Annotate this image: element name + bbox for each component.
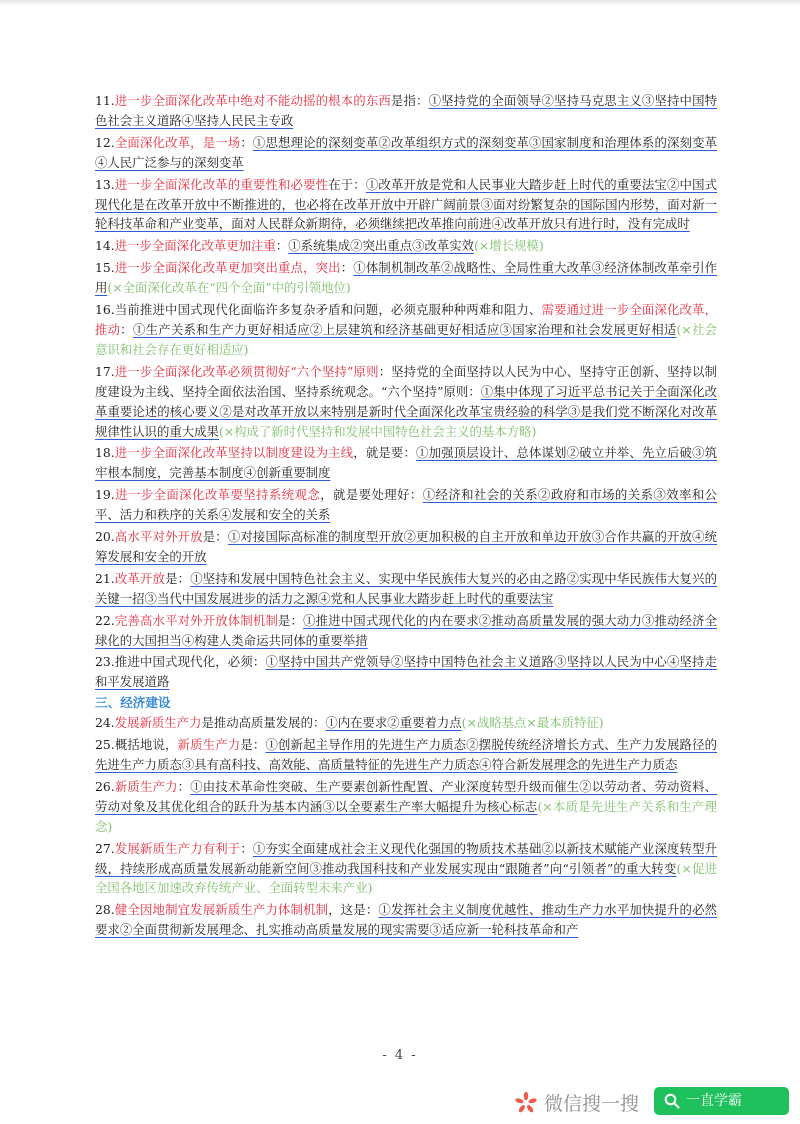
key-phrase: 进一步全面深化改革更加突出重点，突出 xyxy=(114,260,341,276)
question-item-19 xyxy=(95,485,717,525)
question-list-political xyxy=(95,91,717,692)
question-item-17 xyxy=(95,362,717,442)
key-phrase: 进一步全面深化改革要坚持系统观念 xyxy=(114,487,321,503)
question-item-13 xyxy=(95,175,717,235)
stem-text: ： xyxy=(240,840,253,856)
stem-text: 11. xyxy=(95,93,115,108)
stem-text: 28. xyxy=(95,902,115,918)
question-item-14 xyxy=(95,236,717,256)
stem-text: 是： xyxy=(202,529,228,545)
answer-text: ①集中体现了习近平总书记关于全面深化改革重要论述的核心要义②是对改革开放以来特别是新时代全面深化改革宝贵经验的科学③是我们党不断深化对改革规律性认识的重大成果 xyxy=(95,383,718,439)
stem-text: 19. xyxy=(95,487,115,503)
watermark-button-label: 一直学霸 xyxy=(686,1093,742,1109)
key-phrase: 改革开放 xyxy=(114,570,166,586)
stem-text: 13. xyxy=(95,176,115,192)
question-item-15 xyxy=(95,258,717,298)
answer-text: ①由技术革命性突破、生产要素创新性配置、产业深度转型升级而催生②以劳动者、劳动资料、劳动对象及其优化组合的跃升为基本内涵③以全要素生产率大幅提升为核心标志 xyxy=(95,778,718,814)
stem-text: ，就是要： xyxy=(353,445,417,461)
answer-text: ①坚持中国共产党领导②坚持中国特色社会主义道路③坚持以人民为中心④坚持走和平发展道路 xyxy=(95,654,717,690)
distractor-note: (×本质是先进生产关系和生产理念) xyxy=(95,798,718,834)
key-phrase: 进一步全面深化改革更加注重 xyxy=(114,238,276,254)
answer-text: ①发挥社会主义制度优越性、推动生产力水平加快提升的必然要求②全面贯彻新发展理念、扎实推动高质量发展的现实需要③适应新一轮科技革命和产 xyxy=(95,902,718,938)
key-phrase: 发展新质生产力有利于 xyxy=(114,840,241,856)
answer-text: ①创新起主导作用的先进生产力质态②摆脱传统经济增长方式、生产力发展路径的先进生产力质态③具有高科技、高效能、高质量特征的先进生产力质态④符合新发展理念的先进生产力质态 xyxy=(95,737,718,772)
answer-text: ①体制机制改革②战略性、全局性重大改革③经济体制改革牵引作用 xyxy=(95,260,718,296)
answer-text: ①系统集成②突出重点③改革实效 xyxy=(288,238,475,254)
stem-text: 18. xyxy=(95,445,115,461)
key-phrase: 进一步全面深化改革必须贯彻好“六个坚持”原则 xyxy=(114,363,379,379)
question-item-24 xyxy=(95,713,717,733)
key-phrase: 健全因地制宜发展新质生产力体制机制 xyxy=(114,902,329,918)
stem-text: ： xyxy=(240,134,253,150)
stem-text: 15. xyxy=(95,260,115,276)
answer-text: ①加强顶层设计、总体谋划②破立并举、先立后破③筑牢根本制度，完善基本制度④创新重要制度 xyxy=(95,445,718,481)
stem-text: 22. xyxy=(95,612,115,628)
stem-text: 是： xyxy=(240,737,266,753)
answer-text: ①思想理论的深刻变革②改革组织方式的深刻变革③国家制度和治理体系的深刻变革④人民广泛参与的深刻变革 xyxy=(95,134,718,170)
stem-text: 是指： xyxy=(390,93,429,108)
key-phrase: 进一步全面深化改革中绝对不能动摇的根本的东西 xyxy=(114,93,391,108)
question-list-economic xyxy=(95,713,717,940)
question-item-20 xyxy=(95,527,717,567)
key-phrase: 新质生产力 xyxy=(114,778,178,794)
answer-text: ①改革开放是党和人民事业大踏步赶上时代的重要法宝②中国式现代化是在改革开放中不断推进的，也必将在改革开放中开辟广阔前景③面对纷繁复杂的国际国内形势，面对新一轮科技革命和产业变革，面对人民群众新期待，必须继续把改革推向前进④改革开放只有进行时，没有完成时 xyxy=(95,176,718,232)
distractor-note: (×促进全国各地区加速改弃传统产业、全面转型未来产业) xyxy=(95,860,718,896)
question-item-21 xyxy=(95,569,717,609)
page-number: - 4 - xyxy=(382,1048,418,1063)
stem-text: 25.概括地说， xyxy=(95,737,178,753)
answer-text: ①对接国际高标准的制度型开放②更加积极的自主开放和单边开放③合作共赢的开放④统筹发展和安全的开放 xyxy=(95,529,718,564)
answer-text: ①生产关系和生产力更好相适应②上层建筑和经济基础更好相适应③国家治理和社会发展更好相适 xyxy=(132,321,677,337)
question-item-22 xyxy=(95,611,717,651)
key-phrase: 进一步全面深化改革坚持以制度建设为主线 xyxy=(114,445,354,461)
watermark-search-button[interactable] xyxy=(654,1087,789,1115)
question-item-28 xyxy=(95,900,717,940)
document-body xyxy=(95,91,717,940)
stem-text: 17. xyxy=(95,363,115,379)
wechat-search-logo-icon xyxy=(514,1091,538,1115)
section-heading: 三、经济建设 xyxy=(95,695,171,711)
question-item-12 xyxy=(95,133,717,173)
question-item-11 xyxy=(95,91,717,131)
question-item-25 xyxy=(95,735,717,775)
answer-text: ①经济和社会的关系②政府和市场的关系③效率和公平、活力和秩序的关系④发展和安全的关系 xyxy=(95,487,718,523)
key-phrase: 完善高水平对外开放体制机制 xyxy=(114,612,278,628)
key-phrase: 发展新质生产力 xyxy=(114,715,202,731)
question-item-16 xyxy=(95,300,717,360)
search-icon xyxy=(664,1093,680,1109)
distractor-note: (×构成了新时代坚持和发展中国特色社会主义的基本方略) xyxy=(218,423,537,439)
answer-text: ①推进中国式现代化的内在要求②推动高质量发展的强大动力③推动经济全球化的大国担当④构建人类命运共同体的重要举措 xyxy=(95,612,718,648)
distractor-note: (×增长规模) xyxy=(474,238,544,254)
stem-text: 在于： xyxy=(328,176,366,192)
stem-text: 26. xyxy=(95,778,115,794)
answer-text: ①坚持和发展中国特色社会主义、实现中华民族伟大复兴的必由之路②实现中华民族伟大复兴的关键一招③当代中国发展进步的活力之源④党和人民事业大踏步赶上时代的重要法宝 xyxy=(95,570,718,606)
stem-text: ，就是要处理好： xyxy=(320,487,423,503)
question-item-23 xyxy=(95,652,717,692)
stem-text: 12. xyxy=(95,134,115,150)
stem-text: 27. xyxy=(95,840,115,856)
stem-text: 是： xyxy=(278,612,304,628)
key-phrase: 新质生产力 xyxy=(177,737,241,753)
distractor-note: (×战略基点×最本质特征) xyxy=(461,715,604,731)
key-phrase: 进一步全面深化改革的重要性和必要性 xyxy=(114,176,329,192)
key-phrase: 全面深化改革，是一场 xyxy=(114,134,241,150)
stem-text: ，这是： xyxy=(328,902,379,918)
question-item-18 xyxy=(95,443,717,483)
stem-text: 是推动高质量发展的： xyxy=(201,715,326,731)
stem-text: ： xyxy=(275,238,289,254)
stem-text: 20. xyxy=(95,529,115,545)
stem-text: 21. xyxy=(95,570,115,586)
question-item-26 xyxy=(95,777,717,837)
stem-text: 是： xyxy=(165,570,191,586)
stem-text: ：坚持党的全面坚持以人民为中心、坚持守正创新、坚持以制度建设为主线、坚持全面依法治国、坚持系统观念。“六个坚持”原则： xyxy=(95,363,718,399)
distractor-note: (×社会意识和社会存在更好相适应) xyxy=(95,321,718,357)
distractor-note: (×全面深化改革在“四个全面”中的引领地位) xyxy=(107,280,351,296)
stem-text: 24. xyxy=(95,715,115,731)
answer-text: ①夯实全面建成社会主义现代化强国的物质技术基础②以新技术赋能产业深度转型升级，持续形成高质量发展新动能新空间③推动我国科技和产业发展实现由“跟随者”向“引领者”的重大转变 xyxy=(95,840,718,876)
stem-text: 16.当前推进中国式现代化面临许多复杂矛盾和问题，必须克服种种两难和阻力、 xyxy=(95,302,542,318)
stem-text: ： xyxy=(120,321,133,337)
question-item-27 xyxy=(95,839,717,899)
stem-text: 14. xyxy=(95,238,115,254)
answer-text: ①内在要求②重要着力点 xyxy=(325,715,462,731)
key-phrase: 高水平对外开放 xyxy=(114,529,203,545)
stem-text: ： xyxy=(340,260,354,276)
watermark-text: 微信搜一搜 xyxy=(544,1093,640,1115)
stem-text: ： xyxy=(177,778,191,794)
wechat-search-watermark[interactable] xyxy=(500,1083,800,1124)
key-phrase: 需要通过进一步全面深化改革，推动 xyxy=(95,302,717,337)
page-top-shadow xyxy=(0,0,800,6)
answer-text: ①坚持党的全面领导②坚持马克思主义③坚持中国特色社会主义道路④坚持人民民主专政 xyxy=(95,93,718,128)
stem-text: 23.推进中国式现代化，必须： xyxy=(95,654,266,670)
